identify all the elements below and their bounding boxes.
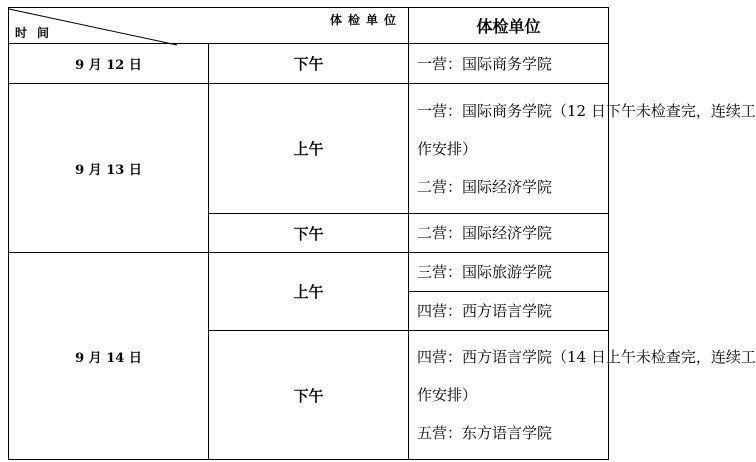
unit-line: 二营：国际经济学院 [417, 177, 553, 196]
period-cell: 下午 [209, 331, 409, 460]
unit-cell [409, 84, 756, 214]
unit-cell [409, 253, 609, 292]
unit-column-header: 体检单位 [409, 8, 609, 44]
unit-line: 一营：国际商务学院 [417, 54, 553, 73]
period-cell: 上午 [209, 253, 409, 331]
unit-line: 三营：国际旅游学院 [417, 263, 553, 281]
schedule-table [8, 7, 756, 460]
unit-cell [409, 292, 609, 331]
table-row [9, 84, 609, 214]
period-cell: 下午 [209, 214, 409, 253]
diagonal-header [9, 9, 408, 43]
table-row [9, 253, 609, 292]
diagonal-label-unit: 体检单位 [329, 12, 402, 27]
unit-cell [409, 44, 609, 84]
unit-line: 四营：西方语言学院（14 日上午未检查完，连续工 [417, 348, 756, 366]
period-cell: 上午 [209, 84, 409, 214]
date-cell: 9 月 13 日 [9, 84, 209, 253]
table-row [9, 44, 609, 84]
diagonal-label-time: 时间 [15, 25, 60, 40]
header-row [9, 8, 609, 44]
unit-line: 一营：国际商务学院（12 日下午未检查完，连续工 [417, 101, 756, 120]
unit-line: 二营：国际经济学院 [417, 224, 553, 242]
unit-line: 四营：西方语言学院 [417, 302, 553, 320]
date-cell: 9 月 14 日 [9, 253, 209, 460]
date-cell: 9 月 12 日 [9, 44, 209, 84]
unit-cell [409, 214, 609, 253]
period-cell: 下午 [209, 44, 409, 84]
unit-line: 作安排） [417, 139, 478, 158]
unit-cell [409, 331, 756, 460]
unit-line: 五营：东方语言学院 [417, 424, 553, 442]
unit-line: 作安排） [417, 386, 478, 404]
diagonal-header-cell [9, 8, 409, 44]
